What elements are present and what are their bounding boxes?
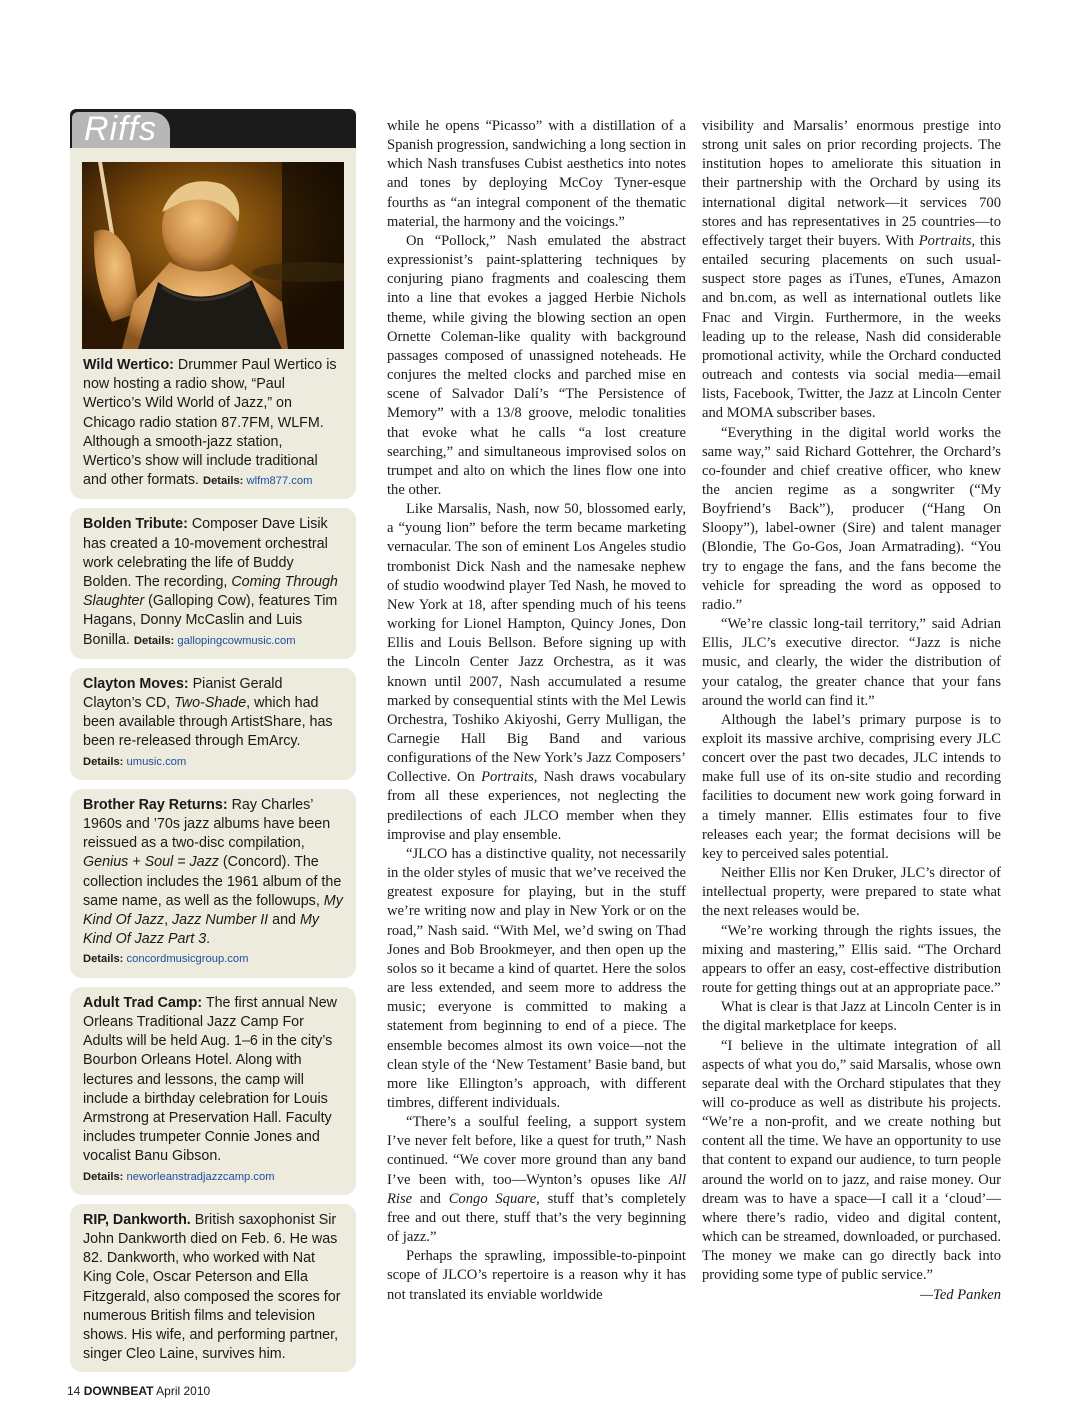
riff-head: Brother Ray Returns:: [83, 796, 228, 813]
riff-details-link[interactable]: umusic.com: [126, 755, 187, 768]
riff-details-link[interactable]: wlfm877.com: [246, 475, 313, 488]
article-paragraph: Although the label’s primary purpose is to exploit its massive archive, comprising every JLC concert over the past two decades, JLC intends to make full use of its on-site studio and recording facilities to document new work going forward in a timely manner. Ellis estimates four to five releases each year; the format decisions will be key to perceived sales potential.: [702, 711, 1001, 862]
album-title: My Kind Of Jazz Part 3: [83, 912, 320, 948]
article-column-3: [702, 117, 1001, 1305]
issue-date: April 2010: [156, 1384, 211, 1398]
article-paragraph: “I believe in the ultimate integration of all aspects of what you do,” said Marsalis, whose own separate deal with the Orchard stipulates that they will co-produce as well as distribute his projects. “We’re a non-profit, and we create nothing but content all the time. We have an opportunity to use that content to expand our audience, to turn people around the world on to jazz, and raise money. Our dream was to have a space—I call it a ‘cloud’—where there’s radio, video and digital content, which can be streamed, downloaded, or purchased. The money we make can go directly back into providing some type of public service.”: [702, 1037, 1001, 1284]
riff-head: Wild Wertico:: [83, 357, 174, 373]
riffs-sidebar: [70, 109, 356, 1381]
riff-body: The first annual New Orleans Traditional Jazz Camp For Adults will be held Aug. 1–6 in the city’s Bourbon Orleans Hotel. Along with lectures and lessons, the camp will include a birthday celebration for Louis Armstrong at Preservation Hall. Faculty includes trumpeter Connie Jones and vocalist Banu Gibson.: [83, 994, 337, 1165]
article-paragraph: Like Marsalis, Nash, now 50, blossomed early, a “young lion” before the term became marketing vernacular. The son of eminent Los Angeles studio trombonist Dick Nash and the namesake nephew of studio woodwind player Ted Nash, he moved to New York at 18, after spending much of his teens working for Lionel Hampton, Quincy Jones, Don Ellis and Louis Bellson. Before signing up with the Lincoln Center Jazz Orchestra, as it was known until 2007, Nash accumulated a resume marked by consequential stints with the Mel Lewis Orchestra, Toshiko Akiyoshi, Gerry Mulligan, the Carnegie Hall Big Band and various configurations of the New York’s Jazz Composers’ Collective. On Portraits, Nash draws vocabulary from all these experiences, not neglecting the predilections of each JLCO member when they improvise and play ensemble.: [387, 501, 686, 843]
album-title: Coming Through Slaughter: [83, 574, 338, 610]
riff-body: and: [268, 912, 300, 929]
article-paragraph: “We’re classic long-tail territory,” said Adrian Ellis, JLC’s executive director. “Jazz is niche music, and clearly, the wider the distribution of your catalog, the greater chance that your fans around the world can find it.”: [702, 616, 1001, 709]
riff-body: (Galloping Cow), features Tim Hagans, Donny McCaslin and Luis Bonilla.: [83, 593, 338, 648]
article-paragraph: “There’s a soulful feeling, a support system I’ve never felt before, like a quest for truth,” Nash continued. “We cover more ground than any band I’ve been with, too—Wynton’s opuses like All Rise and Congo Square, stuff that’s completely free and out there, stuff that’s the very beginning of jazz.”: [387, 1114, 686, 1246]
riff-body: Ray Charles’ 1960s and ’70s jazz albums have been reissued as a two-disc compilation,: [83, 796, 331, 852]
riff-head: Clayton Moves:: [83, 675, 189, 692]
riff-item-adult-trad-camp: [70, 987, 356, 1195]
riff-body: ,: [164, 912, 173, 929]
riff-details-link[interactable]: neworleanstradjazzcamp.com: [126, 1170, 275, 1183]
riff-head: Adult Trad Camp:: [83, 994, 203, 1011]
riff-details: Details: umusic.com: [83, 755, 187, 768]
riff-body: , which had been available through ArtistShare, has been re-released through EmArcy.: [83, 695, 333, 750]
riff-body: Drummer Paul Wertico is now hosting a radio show, “Paul Wertico’s Wild World of Jazz,” on Chicago radio station 87.7FM, WLFM. Although a smooth-jazz station, Wertico’s show will include traditional and other formats.: [83, 357, 337, 489]
byline: —Ted Panken: [920, 1286, 1001, 1303]
article-paragraph: while he opens “Picasso” with a distillation of a Spanish progression, sandwiching a long section in which Nash transfuses Cubist aesthetics into notes and tones by deploying McCoy Tyner-esque fourths as “an integral component of the thematic material, the harmony and the voicings.”: [387, 118, 686, 230]
album-title: My Kind Of Jazz: [83, 892, 343, 929]
riff-head: RIP, Dankworth.: [83, 1211, 191, 1228]
article-paragraph: On “Pollock,” Nash emulated the abstract expressionist’s paint-splattering techniques by conjuring piano fragments and coalescing them into a line that evokes a jagged Herbie Nichols theme, while giving the blowing section an open Ornette Coleman-like quality with background passages composed of unassigned noteheads. He conjures the melted clocks and parched mise en scene of Salvador Dalí’s “The Persistence of Memory” with a 13/8 groove, melodic tonalities that evoke what he calls “a lost creature searching,” and simultaneous improvised solos on trumpet and alto on which the lines flow one into the other.: [387, 232, 686, 498]
riff-body: British saxophonist Sir John Dankworth died on Feb. 6. He was 82. Dankworth, who worked with Nat King Cole, Oscar Peterson and Ella Fitzgerald, also composed the scores for numerous British films and television shows. His wife, and performing partner, singer Cleo Laine, survives him.: [83, 1211, 341, 1363]
album-title: Jazz Number II: [172, 912, 269, 929]
article-paragraph: What is clear is that Jazz at Lincoln Center is in the digital marketplace for keeps.: [702, 999, 1001, 1035]
riff-item-clayton-moves: [70, 668, 356, 780]
riff-details: Details: gallopingcowmusic.com: [133, 634, 296, 647]
riff-item-bolden-tribute: [70, 508, 356, 658]
article-paragraph: visibility and Marsalis’ enormous prestige into strong unit sales on prior recording projects. The institution hopes to ameliorate this situation in their partnership with the Orchard by using its international digital network—it services 700 stores and has representatives in 25 countries—to effectively target their buyers. With Portraits, this entailed securing placements on such usual-suspect store pages as iTunes, eTunes, Amazon and bn.com, as well as international outlets like Fnac and Virgin. Furthermore, in the weeks leading up to the release, Nash did considerable promotional activity, while the Orchard conducted outreach and contests via social media—email lists, Facebook, Twitter, the Jazz at Lincoln Center and MOMA subscriber bases.: [702, 118, 1001, 422]
riff-body: (Concord). The collection includes the 1961 album of the same name, as well as the followups,: [83, 854, 342, 909]
drummer-photo: [82, 162, 344, 349]
riff-details: Details: concordmusicgroup.com: [83, 953, 249, 966]
riff-body: Composer Dave Lisik has created a 10-movement orchestral work celebrating the life of Buddy Bolden. The recording,: [83, 516, 328, 591]
album-title: Genius + Soul = Jazz: [83, 854, 219, 871]
article-paragraph: Neither Ellis nor Ken Druker, JLC’s director of intellectual property, were prepared to state what the next releases would be.: [702, 865, 1001, 920]
article-column-2: [387, 117, 686, 1305]
riffs-header: [70, 109, 356, 148]
article-paragraph: “JLCO has a distinctive quality, not necessarily in the older styles of music that we’ve received the greatest exposure for playing, but in the stuff we’re writing now and play in New York or on the road,” Nash said. “With Mel, we’d swing on Thad Jones and Bob Brookmeyer, and then open up the solos so it became a kind of quartet. Here the solos are less extended, and seem more to address the music; everyone is committed to making a statement from beginning to end of a piece. The ensemble becomes almost its own voice—not the clean style of the ‘New Testament’ Basie band, but more like Ellington’s approach, with different timbres, different individuals.: [387, 845, 686, 1111]
riff-item-rip-dankworth: [70, 1204, 356, 1373]
album-title: Two-Shade: [174, 695, 247, 712]
magazine-name: DOWNBEAT: [83, 1384, 154, 1398]
riff-head: Bolden Tribute:: [83, 516, 188, 533]
article-paragraph: “Everything in the digital world works the same way,” said Richard Gottehrer, the Orchard’s co-founder and chief creative officer, who knew the ancien regime as a songwriter (“My Boyfriend’s Back”), producer (“Hang On Sloopy”), label-owner (Sire) and talent manager (Blondie, The Go-Gos, Joan Armatrading). “You try to engage the fans, and the fans become the vehicle for spreading the word as opposed to radio.”: [702, 424, 1001, 613]
riff-details-link[interactable]: gallopingcowmusic.com: [177, 634, 296, 647]
riff-details: Details: neworleanstradjazzcamp.com: [83, 1170, 275, 1183]
article-paragraph: Perhaps the sprawling, impossible-to-pinpoint scope of JLCO’s repertoire is a reason why it has not translated its enviable worldwide: [387, 1248, 686, 1303]
riff-body: Pianist Gerald Clayton’s CD,: [83, 675, 283, 712]
riff-body: .: [206, 931, 211, 948]
page-footer: [67, 1384, 210, 1398]
page-number: 14: [67, 1384, 81, 1398]
riffs-title: Riffs: [84, 110, 157, 148]
riff-item-wild-wertico: [70, 148, 356, 499]
article-paragraph: “We’re working through the rights issues, the mixing and mastering,” Ellis said. “The Orchard appears to offer an easy, cost-effective distribution route for getting things out at an appropriate pace.”: [702, 922, 1001, 997]
riff-details-link[interactable]: concordmusicgroup.com: [126, 953, 249, 966]
riff-details: Details: wlfm877.com: [203, 475, 313, 488]
riff-item-brother-ray-returns: [70, 789, 356, 978]
